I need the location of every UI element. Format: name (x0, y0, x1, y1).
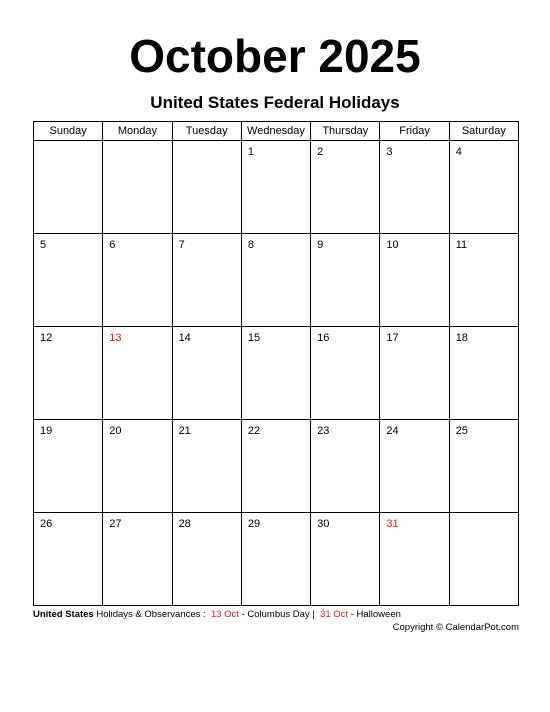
empty-day-cell (103, 141, 172, 234)
day-number: 16 (317, 332, 330, 344)
day-number: 1 (247, 146, 254, 158)
day-number: 17 (386, 332, 399, 344)
day-cell (449, 420, 518, 513)
day-number: 19 (40, 425, 53, 437)
calendar-subtitle: United States Federal Holidays (150, 93, 400, 112)
weekday-header: Wednesday (241, 122, 310, 141)
day-cell (172, 513, 241, 606)
day-number: 13 (109, 332, 122, 344)
day-number: 7 (178, 239, 185, 251)
day-cell (103, 234, 172, 327)
legend-label: Holidays & Observances : (96, 609, 206, 620)
day-cell (241, 141, 310, 234)
day-number: 31 (386, 518, 399, 530)
weekday-header: Thursday (311, 122, 380, 141)
day-number: 21 (178, 425, 191, 437)
day-number: 20 (109, 425, 122, 437)
calendar-grid (33, 121, 519, 606)
day-number: 25 (455, 425, 468, 437)
day-number: 14 (178, 332, 191, 344)
empty-day-cell (172, 141, 241, 234)
day-number: 11 (455, 239, 468, 251)
day-cell (241, 420, 310, 513)
day-cell (34, 327, 103, 420)
day-cell (103, 513, 172, 606)
day-cell (241, 234, 310, 327)
legend-holiday-name: - Halloween (350, 609, 401, 620)
day-cell (449, 141, 518, 234)
day-number: 3 (386, 146, 393, 158)
weekday-header: Friday (380, 122, 449, 141)
day-number: 27 (109, 518, 122, 530)
day-cell (449, 234, 518, 327)
day-cell (34, 234, 103, 327)
calendar-title: October 2025 (129, 30, 421, 82)
day-cell (103, 420, 172, 513)
legend-country: United States (33, 609, 94, 620)
weekday-header-row (34, 122, 519, 141)
day-number: 2 (317, 146, 324, 158)
day-cell (380, 141, 449, 234)
week-row (34, 420, 519, 513)
day-number: 4 (455, 146, 462, 158)
week-row (34, 513, 519, 606)
day-cell (103, 327, 172, 420)
week-row (34, 141, 519, 234)
day-number: 29 (247, 518, 261, 530)
day-number: 18 (455, 332, 468, 344)
copyright-text: Copyright © CalendarPot.com (392, 622, 519, 633)
empty-day-cell (449, 513, 518, 606)
day-cell (172, 234, 241, 327)
day-cell (34, 513, 103, 606)
day-cell (311, 327, 380, 420)
day-cell (311, 141, 380, 234)
holiday-legend (33, 609, 401, 621)
weekday-header: Sunday (34, 122, 103, 141)
day-cell (311, 420, 380, 513)
day-number: 6 (109, 239, 116, 251)
day-cell (311, 234, 380, 327)
day-number: 8 (247, 239, 254, 251)
week-row (34, 327, 519, 420)
day-number: 30 (317, 518, 330, 530)
day-number: 24 (386, 425, 399, 437)
day-number: 23 (317, 425, 330, 437)
day-cell (380, 234, 449, 327)
day-cell (241, 327, 310, 420)
day-cell (380, 420, 449, 513)
day-number: 10 (386, 239, 399, 251)
day-cell (311, 513, 380, 606)
day-number: 5 (40, 239, 47, 251)
week-row (34, 234, 519, 327)
day-number: 28 (178, 518, 191, 530)
day-cell (380, 513, 449, 606)
day-number: 9 (317, 239, 324, 251)
legend-holiday-name: - Columbus Day | (241, 609, 315, 620)
day-cell (380, 327, 449, 420)
day-cell (172, 327, 241, 420)
weekday-header: Monday (103, 122, 172, 141)
day-number: 15 (247, 332, 261, 344)
day-number: 12 (40, 332, 53, 344)
day-number: 26 (40, 518, 53, 530)
weekday-header: Saturday (449, 122, 518, 141)
day-cell (34, 420, 103, 513)
weekday-header: Tuesday (172, 122, 241, 141)
day-cell (449, 327, 518, 420)
legend-holiday-date: 31 Oct (320, 609, 349, 620)
empty-day-cell (34, 141, 103, 234)
legend-holiday-date: 13 Oct (210, 609, 239, 620)
day-cell (172, 420, 241, 513)
day-number: 22 (247, 425, 261, 437)
day-cell (241, 513, 310, 606)
